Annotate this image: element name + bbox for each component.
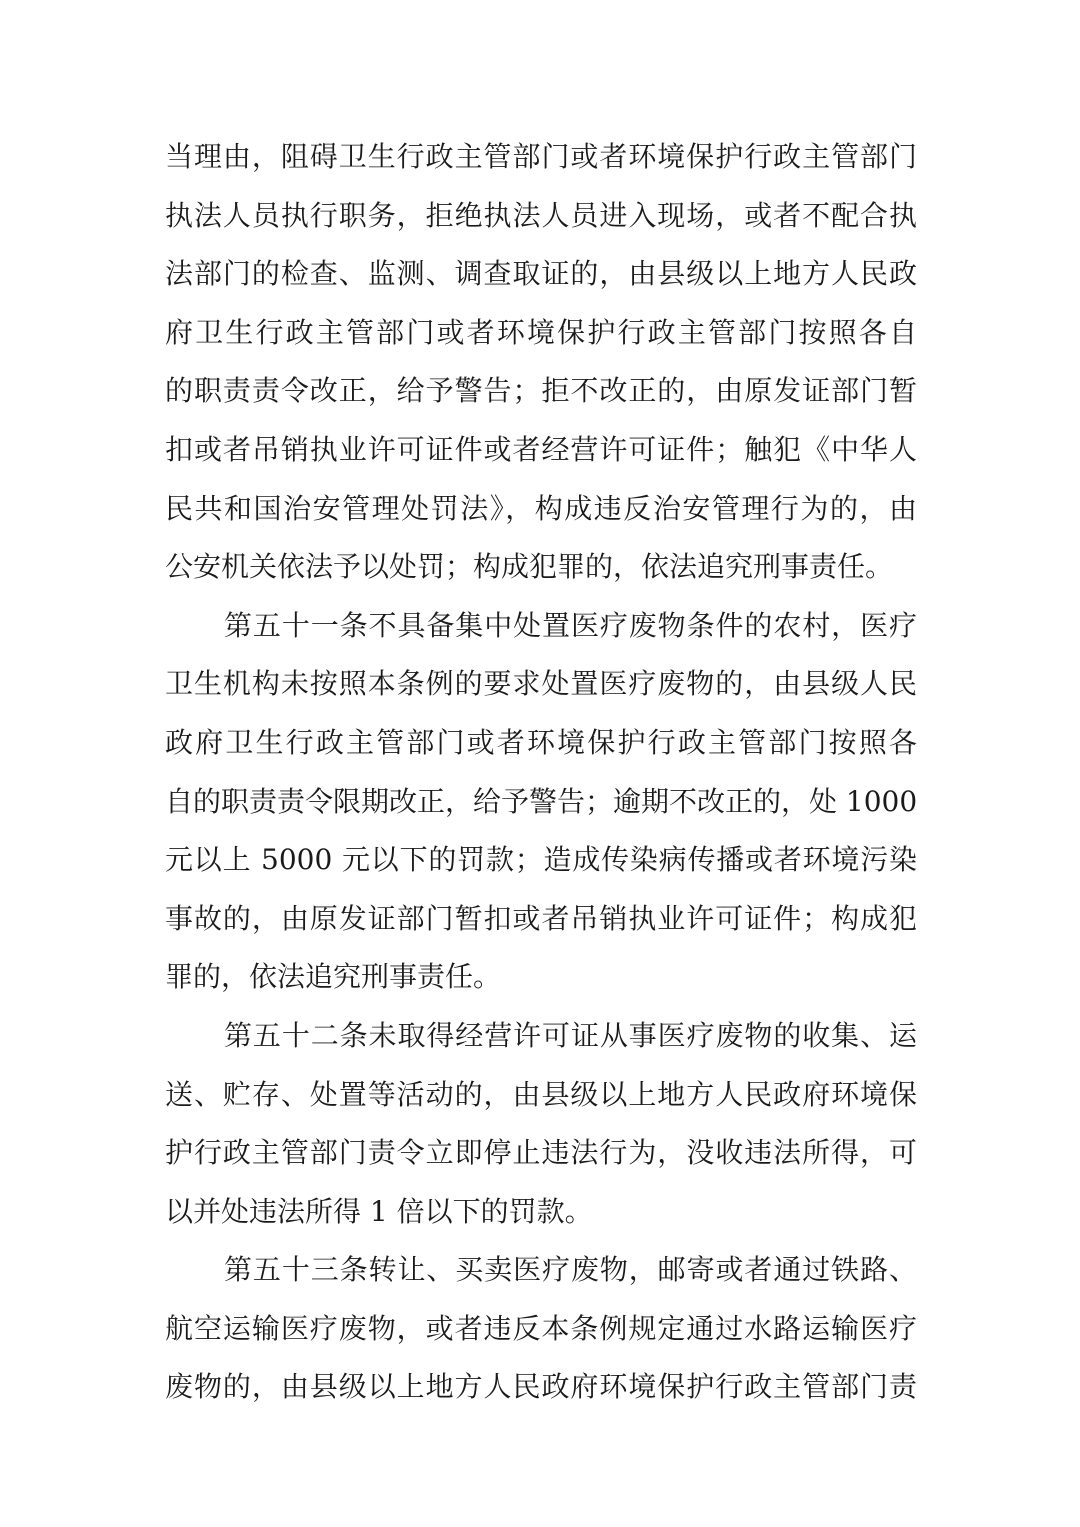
text-line: 以并处违法所得 1 倍以下的罚款。	[165, 1194, 593, 1228]
text-line: 罪的，依法追究刑事责任。	[165, 960, 502, 994]
text-line: 当理由，阻碍卫生行政主管部门或者环境保护行政主管部门	[165, 140, 917, 173]
text-line: 民共和国治安管理处罚法》，构成违反治安管理行为的，由	[165, 491, 917, 525]
article-52-heading-line: 第五十二条未取得经营许可证从事医疗废物的收集、运	[224, 1018, 917, 1052]
article-51-heading-line: 第五十一条不具备集中处置医疗废物条件的农村，医疗	[224, 608, 917, 642]
text-line: 航空运输医疗废物，或者违反本条例规定通过水路运输医疗	[165, 1311, 917, 1345]
text-line: 府卫生行政主管部门或者环境保护行政主管部门按照各自	[165, 315, 917, 349]
text-line: 送、贮存、处置等活动的，由县级以上地方人民政府环境保	[165, 1077, 917, 1111]
document-body	[165, 128, 917, 1417]
text-line: 护行政主管部门责令立即停止违法行为，没收违法所得，可	[165, 1136, 917, 1170]
text-line: 自的职责责令限期改正，给予警告；逾期不改正的，处 1000	[165, 784, 917, 818]
text-line: 事故的，由原发证部门暂扣或者吊销执业许可证件；构成犯	[165, 901, 917, 935]
text-line: 元以上 5000 元以下的罚款；造成传染病传播或者环境污染	[165, 843, 917, 877]
text-line: 废物的，由县级以上地方人民政府环境保护行政主管部门责	[165, 1370, 917, 1404]
text-line: 法部门的检查、监测、调查取证的，由县级以上地方人民政	[165, 257, 917, 291]
text-line: 公安机关依法予以处罚；构成犯罪的，依法追究刑事责任。	[165, 550, 894, 584]
text-line: 的职责责令改正，给予警告；拒不改正的，由原发证部门暂	[165, 374, 917, 408]
text-line: 执法人员执行职务，拒绝执法人员进入现场，或者不配合执	[165, 198, 917, 232]
text-line: 扣或者吊销执业许可证件或者经营许可证件；触犯《中华人	[165, 432, 917, 466]
text-line: 政府卫生行政主管部门或者环境保护行政主管部门按照各	[165, 725, 917, 759]
text-line: 卫生机构未按照本条例的要求处置医疗废物的，由县级人民	[165, 667, 917, 701]
article-53-heading-line: 第五十三条转让、买卖医疗废物，邮寄或者通过铁路、	[224, 1253, 917, 1287]
